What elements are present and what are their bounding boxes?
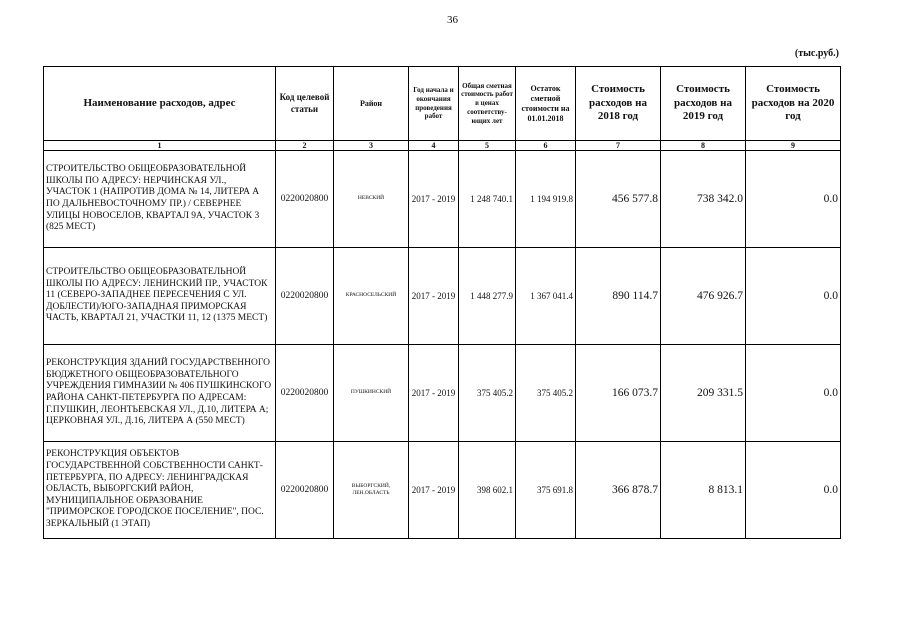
expense-name: СТРОИТЕЛЬСТВО ОБЩЕОБРАЗОВАТЕЛЬНОЙ ШКОЛЫ ПО АДРЕСУ: НЕРЧИНСКАЯ УЛ., УЧАСТОК 1 (НАПРОТИВ ДОМА № 14, ЛИТЕРА А ПО ДАЛЬНЕВОСТОЧНОМУ ПР.) / СЕВЕРНЕЕ УЛИЦЫ НОВОСЕЛОВ, КВАРТАЛ 9А, УЧАСТОК 3 (825 МЕСТ) [44,151,276,248]
column-index-row [44,141,841,151]
district: ВЫБОРГСКИЙ, ЛЕН.ОБЛАСТЬ [334,442,409,539]
column-header-cost-2020: Стоимость расходов на 2020 год [746,67,841,141]
district: НЕВСКИЙ [334,151,409,248]
district: КРАСНОСЕЛЬСКИЙ [334,248,409,345]
expense-name: РЕКОНСТРУКЦИЯ ЗДАНИЙ ГОСУДАРСТВЕННОГО БЮДЖЕТНОГО ОБЩЕОБРАЗОВАТЕЛЬНОГО УЧРЕЖДЕНИЯ ГИМНАЗИИ № 406 ПУШКИНСКОГО РАЙОНА САНКТ-ПЕТЕРБУРГА ПО АДРЕСАМ: Г.ПУШКИН, ЛЕОНТЬЕВСКАЯ УЛ., Д.10, ЛИТЕРА А; ЦЕРКОВНАЯ УЛ., Д.16, ЛИТЕРА А (550 МЕСТ) [44,345,276,442]
column-header-cost-2018: Стоимость расходов на 2018 год [576,67,661,141]
column-header-remaining: Остаток сметной стоимости на 01.01.2018 [516,67,576,141]
total-cost: 1 248 740.1 [459,151,516,248]
column-header-district: Район [334,67,409,141]
table-row [44,248,841,345]
remaining-cost: 375 405.2 [516,345,576,442]
cost-2019: 209 331.5 [661,345,746,442]
unit-note: (тыс.руб.) [794,48,839,59]
cost-2020: 0.0 [746,345,841,442]
column-header-years: Год начала и окончания проведения работ [409,67,459,141]
cost-2020: 0.0 [746,442,841,539]
column-header-code: Код целевой статьи [276,67,334,141]
cost-2019: 8 813.1 [661,442,746,539]
page-number: 36 [447,14,458,26]
work-years: 2017 - 2019 [409,345,459,442]
district: ПУШКИНСКИЙ [334,345,409,442]
column-index: 4 [409,141,459,151]
target-code: 0220020800 [276,345,334,442]
work-years: 2017 - 2019 [409,248,459,345]
cost-2019: 476 926.7 [661,248,746,345]
column-index: 2 [276,141,334,151]
table-row [44,345,841,442]
remaining-cost: 1 194 919.8 [516,151,576,248]
cost-2018: 366 878.7 [576,442,661,539]
cost-2018: 890 114.7 [576,248,661,345]
column-index: 5 [459,141,516,151]
expense-name: РЕКОНСТРУКЦИЯ ОБЪЕКТОВ ГОСУДАРСТВЕННОЙ СОБСТВЕННОСТИ САНКТ-ПЕТЕРБУРГА, ПО АДРЕСУ: ЛЕНИНГРАДСКАЯ ОБЛАСТЬ, ВЫБОРГСКИЙ РАЙОН, МУНИЦИПАЛЬНОЕ ОБРАЗОВАНИЕ "ПРИМОРСКОЕ ГОРОДСКОЕ ПОСЕЛЕНИЕ", ПОС. ЗЕРКАЛЬНЫЙ (1 ЭТАП) [44,442,276,539]
cost-2018: 166 073.7 [576,345,661,442]
remaining-cost: 1 367 041.4 [516,248,576,345]
table-row [44,151,841,248]
column-header-cost-2019: Стоимость расходов на 2019 год [661,67,746,141]
work-years: 2017 - 2019 [409,442,459,539]
column-index: 3 [334,141,409,151]
cost-2020: 0.0 [746,248,841,345]
cost-2018: 456 577.8 [576,151,661,248]
column-index: 1 [44,141,276,151]
target-code: 0220020800 [276,248,334,345]
remaining-cost: 375 691.8 [516,442,576,539]
total-cost: 375 405.2 [459,345,516,442]
total-cost: 1 448 277.9 [459,248,516,345]
column-index: 6 [516,141,576,151]
target-code: 0220020800 [276,442,334,539]
header-row [44,67,841,141]
column-header-name: Наименование расходов, адрес [44,67,276,141]
column-index: 7 [576,141,661,151]
target-code: 0220020800 [276,151,334,248]
column-header-total-cost: Общая сметная стоимость работ в ценах соответству-ющих лет [459,67,516,141]
total-cost: 398 602.1 [459,442,516,539]
work-years: 2017 - 2019 [409,151,459,248]
table-row [44,442,841,539]
cost-2019: 738 342.0 [661,151,746,248]
budget-table [43,66,841,539]
column-index: 9 [746,141,841,151]
expense-name: СТРОИТЕЛЬСТВО ОБЩЕОБРАЗОВАТЕЛЬНОЙ ШКОЛЫ ПО АДРЕСУ: ЛЕНИНСКИЙ ПР., УЧАСТОК 11 (СЕВЕРО-ЗАПАДНЕЕ ПЕРЕСЕЧЕНИЯ С УЛ. ДОБЛЕСТИ)/ЮГО-ЗАПАДНАЯ ПРИМОРСКАЯ ЧАСТЬ, КВАРТАЛ 21, УЧАСТКИ 11, 12 (1375 МЕСТ) [44,248,276,345]
cost-2020: 0.0 [746,151,841,248]
column-index: 8 [661,141,746,151]
